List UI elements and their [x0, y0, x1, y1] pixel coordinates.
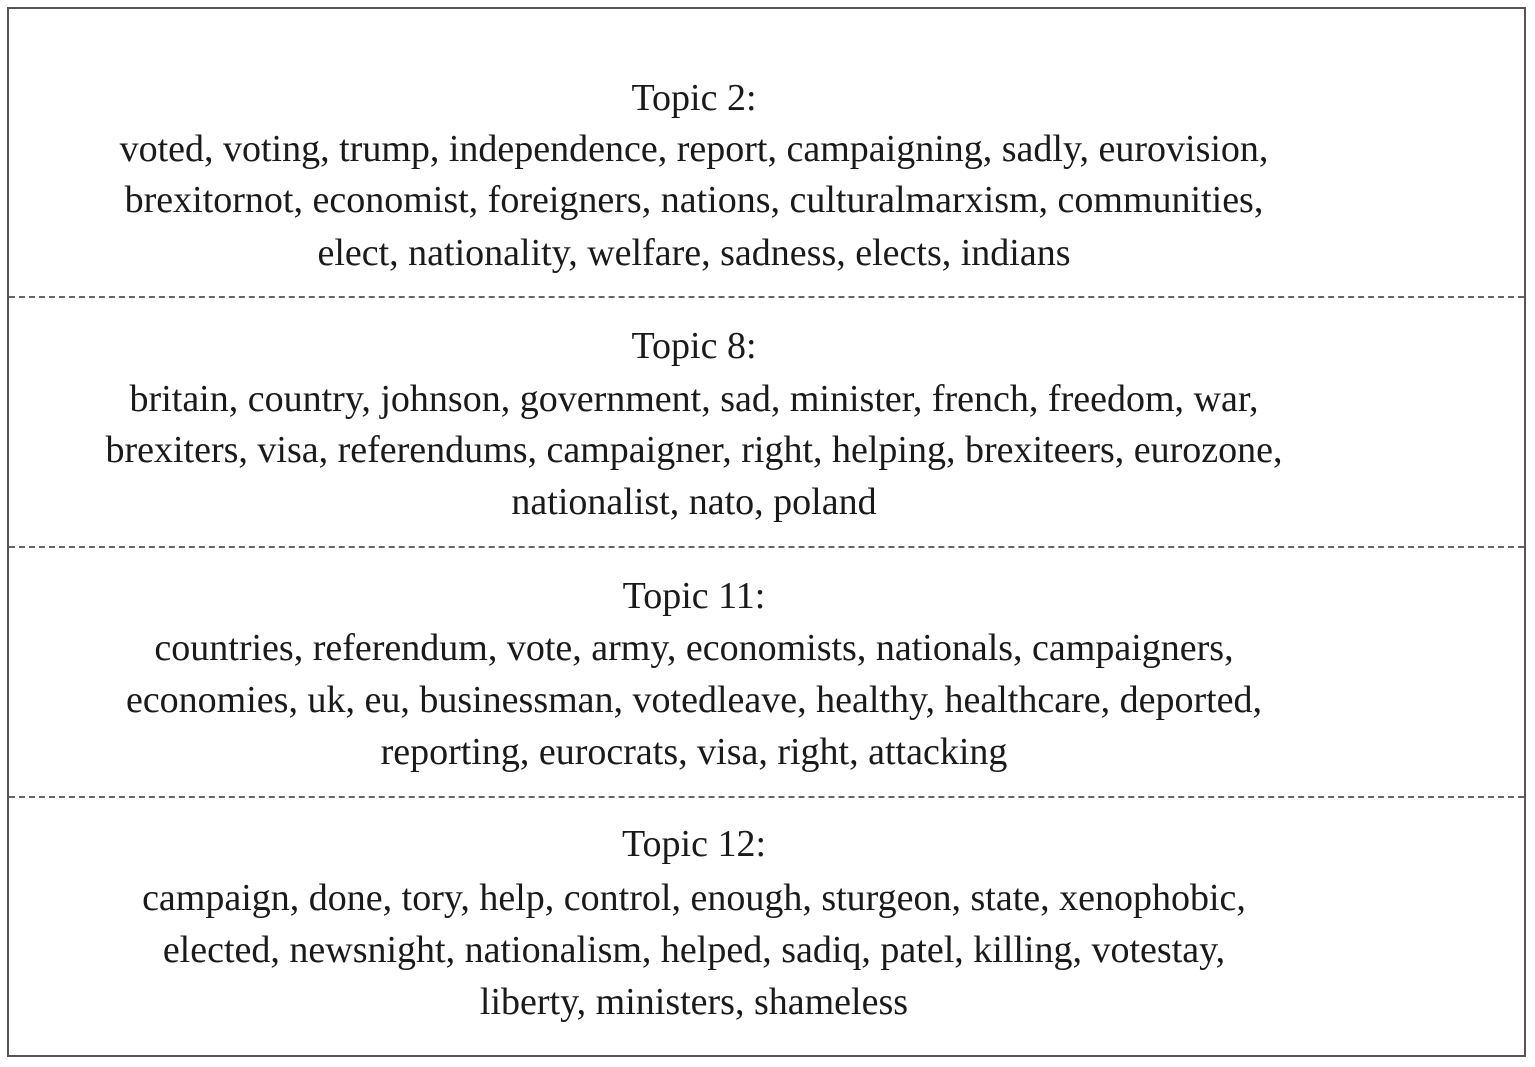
topic-panel-8 [9, 298, 1524, 548]
topic-panel-12 [9, 798, 1524, 1055]
topic-keywords-line: brexiters, visa, referendums, campaigner, right, helping, brexiteers, eurozone, [105, 429, 1283, 471]
topic-heading: Topic 12: [621, 823, 767, 865]
topic-panel-2 [9, 9, 1524, 298]
topic-heading: Topic 8: [631, 325, 757, 367]
topic-keywords-line: campaign, done, tory, help, control, enough, sturgeon, state, xenophobic, [142, 877, 1246, 919]
topic-heading: Topic 2: [631, 77, 757, 119]
topic-keywords-line: britain, country, johnson, government, sad, minister, french, freedom, war, [129, 378, 1259, 420]
topic-keywords-line: nationalist, nato, poland [511, 481, 877, 523]
topic-table [7, 7, 1526, 1057]
topic-keywords-line: reporting, eurocrats, visa, right, attacking [380, 731, 1008, 773]
topic-heading: Topic 11: [622, 575, 766, 617]
topic-keywords-line: voted, voting, trump, independence, report, campaigning, sadly, eurovision, [119, 128, 1269, 170]
topic-keywords-line: elected, newsnight, nationalism, helped, sadiq, patel, killing, votestay, [162, 929, 1226, 971]
topic-keywords-line: liberty, ministers, shameless [479, 981, 909, 1023]
topic-keywords-line: elect, nationality, welfare, sadness, elects, indians [317, 232, 1071, 274]
topic-panel-11 [9, 548, 1524, 798]
topic-keywords-line: brexitornot, economist, foreigners, nations, culturalmarxism, communities, [124, 179, 1264, 221]
topic-keywords-line: countries, referendum, vote, army, economists, nationals, campaigners, [154, 627, 1234, 669]
topic-keywords-line: economies, uk, eu, businessman, votedleave, healthy, healthcare, deported, [125, 679, 1263, 721]
